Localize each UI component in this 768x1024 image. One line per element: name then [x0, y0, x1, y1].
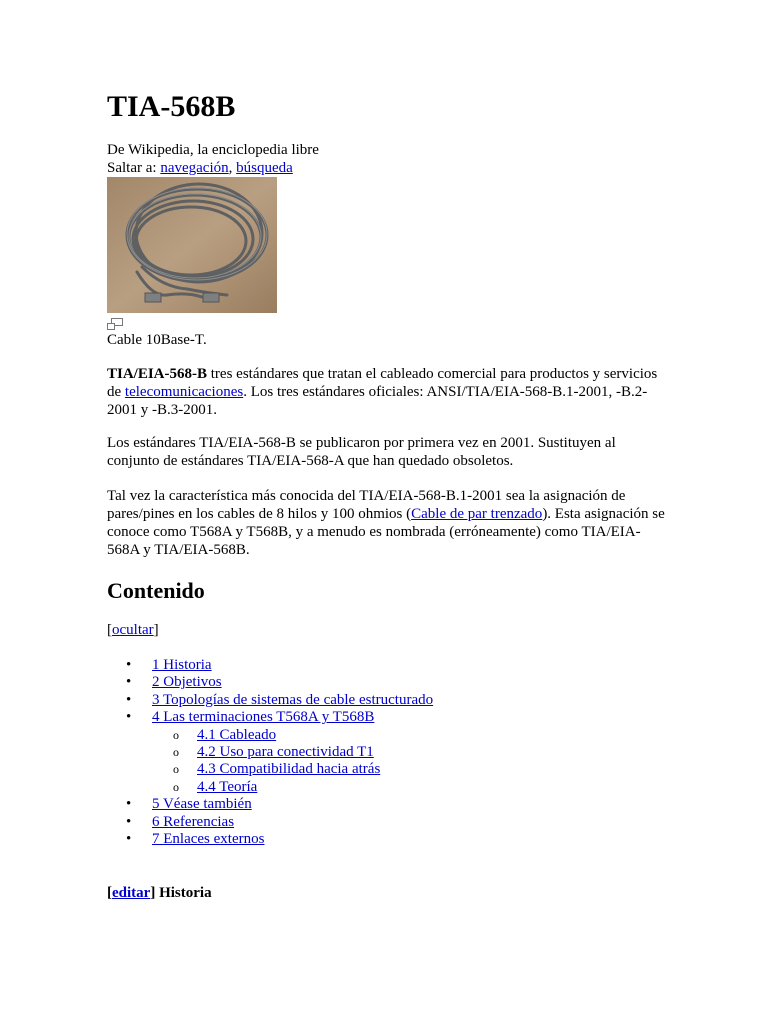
- edit-bracket-close: ]: [150, 885, 160, 901]
- toc-list: [107, 656, 433, 847]
- telecom-link[interactable]: telecomunicaciones: [124, 384, 244, 400]
- toc-link-objetivos[interactable]: 2 Objetivos: [152, 674, 222, 691]
- toc-link-topologias[interactable]: 3 Topologías de sistemas de cable estructurado: [152, 691, 434, 708]
- toc-subitem: [107, 743, 433, 760]
- site-subtitle: De Wikipedia, la enciclopedia libre: [107, 142, 319, 158]
- toc-link-referencias[interactable]: 6 Referencias: [152, 813, 235, 830]
- toc-item: [107, 673, 433, 690]
- term-bold: TIA/EIA-568-B: [107, 366, 208, 382]
- jump-prefix: Saltar a:: [107, 160, 161, 176]
- toc-link-t1[interactable]: 4.2 Uso para conectividad T1: [197, 743, 374, 760]
- toc-link-cableado[interactable]: 4.1 Cableado: [197, 726, 277, 743]
- image-caption: Cable 10Base-T.: [107, 332, 207, 348]
- jump-separator: ,: [228, 160, 237, 176]
- feature-text-a: Tal vez la característica más conocida del TIA/EIA-568-B.1-2001 sea la asignación de pares/pines en los cables de 8 hilos y 100 ohmios (: [107, 488, 626, 522]
- history-paragraph: Los estándares TIA/EIA-568-B se publicaron por primera vez en 2001. Sustituyen al conjunto de estándares TIA/EIA-568-A que han quedado obsoletos.: [107, 435, 616, 469]
- page-title: TIA-568B: [107, 90, 236, 123]
- toc-link-teoria[interactable]: 4.4 Teoría: [197, 778, 258, 795]
- cable-thumbnail[interactable]: [107, 177, 277, 313]
- edit-section-link[interactable]: editar: [112, 885, 151, 901]
- intro-text-a: tres estándares que tratan el cableado comercial para productos y servicios de: [107, 366, 658, 400]
- enlarge-icon[interactable]: [107, 318, 123, 330]
- section-heading-historia: [107, 884, 212, 902]
- toc-bracket-open: [: [107, 622, 112, 638]
- feature-text-b: ). Esta asignación se conoce como T568A y T568B, y a menudo es nombrada (erróneamente) como TIA/EIA-568A y TIA/EIA-568B.: [107, 506, 665, 558]
- toc-item: [107, 795, 433, 812]
- intro-text-b: . Los tres estándares oficiales: ANSI/TIA/EIA-568-B.1-2001, -B.2-2001 y -B.3-2001.: [107, 384, 648, 418]
- jump-links: [107, 159, 293, 177]
- toc-link-compatibilidad[interactable]: 4.3 Compatibilidad hacia atrás: [197, 761, 381, 778]
- toc-subitem: [107, 778, 433, 795]
- toc-subitem: [107, 726, 433, 743]
- toc-item: [107, 656, 433, 673]
- intro-paragraph: [107, 365, 667, 419]
- toc-item: [107, 813, 433, 830]
- toc-item: [107, 691, 433, 708]
- toc-link-enlaces[interactable]: 7 Enlaces externos: [152, 830, 265, 847]
- toc-link-historia[interactable]: 1 Historia: [152, 657, 212, 673]
- twisted-pair-link[interactable]: Cable de par trenzado: [411, 506, 543, 522]
- toc-subitem: [107, 760, 433, 777]
- toc-toggle: [107, 621, 159, 639]
- feature-paragraph: [107, 487, 667, 559]
- toc-link-vease[interactable]: 5 Véase también: [152, 796, 252, 813]
- jump-search-link[interactable]: búsqueda: [236, 160, 293, 176]
- edit-bracket-open: [: [107, 885, 112, 901]
- toc-bracket-close: ]: [153, 622, 159, 638]
- jump-navigation-link[interactable]: navegación: [160, 160, 229, 176]
- section-title: Historia: [159, 885, 212, 901]
- toc-hide-link[interactable]: ocultar: [112, 622, 154, 638]
- toc-heading: Contenido: [107, 578, 205, 603]
- toc-item: [107, 830, 433, 847]
- toc-link-terminaciones[interactable]: 4 Las terminaciones T568A y T568B: [152, 709, 375, 726]
- toc-item: [107, 708, 433, 725]
